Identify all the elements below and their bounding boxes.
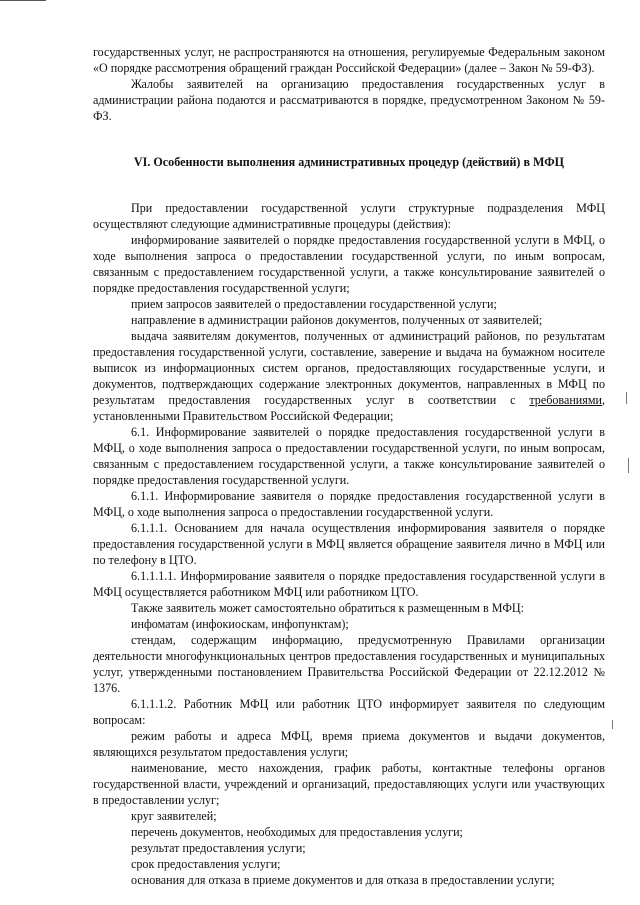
list-item	[93, 328, 605, 424]
list-item: основания для отказа в приеме документов и для отказа в предоставлении услуги;	[131, 873, 555, 887]
paragraph-intro: При предоставлении государственной услуги структурные подразделения МФЦ осуществляют следующие административные процедуры (действия):	[93, 201, 605, 231]
list-item: режим работы и адреса МФЦ, время приема документов и выдачи документов, являющихся результатом предоставления услуги;	[93, 729, 605, 759]
clause: 6.1.1.1. Основанием для начала осуществления информирования заявителя о порядке предоставления государственной услуги в МФЦ является обращение заявителя лично в МФЦ или по телефону в ЦТО.	[93, 521, 605, 567]
list-item: результат предоставления услуги;	[131, 841, 306, 855]
list-item: инфоматам (инфокиоскам, инфопунктам);	[131, 617, 349, 631]
clause: 6.1. Информирование заявителей о порядке предоставления государственной услуги в МФЦ, о ходе выполнения запроса о предоставлении государственной услуги, по иным вопросам, связанным с предоставлением государственной услуги, а также консультирование заявителей о порядке предоставления государственной услуги.	[93, 425, 605, 487]
requirements-link[interactable]: требованиями	[529, 393, 602, 407]
list-item: наименование, место нахождения, график работы, контактные телефоны органов государственной власти, учреждений и организаций, предоставляющих услуги или участвующих в предоставлении услуг;	[93, 761, 605, 807]
section-heading: VI. Особенности выполнения административных процедур (действий) в МФЦ	[133, 155, 565, 169]
list-item: стендам, содержащим информацию, предусмотренную Правилами организации деятельности многофункциональных центров предоставления государственных и муниципальных услуг, утвержденными постановлением Правительства Российской Федерации от 22.12.2012 № 1376.	[93, 633, 605, 695]
scan-artifact	[628, 458, 629, 473]
list-item: срок предоставления услуги;	[131, 857, 281, 871]
list-item: перечень документов, необходимых для предоставления услуги;	[131, 825, 463, 839]
clause: 6.1.1.1.2. Работник МФЦ или работник ЦТО информирует заявителя по следующим вопросам:	[93, 697, 605, 727]
clause: 6.1.1. Информирование заявителя о порядке предоставления государственной услуги в МФЦ, о ходе выполнения запроса о предоставлении государственной услуги.	[93, 489, 605, 519]
paragraph: Также заявитель может самостоятельно обратиться к размещенным в МФЦ:	[131, 601, 524, 615]
list-item: направление в администрации районов документов, полученных от заявителей;	[131, 313, 543, 327]
paragraph: государственных услуг, не распространяются на отношения, регулируемые Федеральным законом «О порядке рассмотрения обращений граждан Российской Федерации» (далее – Закон № 59-ФЗ).	[93, 45, 605, 75]
list-item: информирование заявителей о порядке предоставления государственной услуги в МФЦ, о ходе выполнения запроса о предоставлении государственной услуги, по иным вопросам, связанным с предоставлением государственной услуги, а также консультирование заявителей о порядке предоставления государственной услуги;	[93, 233, 605, 295]
document-page	[93, 44, 605, 888]
scan-artifact	[626, 392, 627, 404]
text-fragment: выдача заявителям документов, полученных от администраций районов, по результатам предоставления государственной услуги, составление, заверение и выдача на бумажном носителе выписок из информационных систем органов, предоставляющих государственные услуги, и документов, подтверждающих содержание электронных документов, направленных в МФЦ по результатам предоставления государственных услуг в соответствии с	[93, 329, 605, 407]
clause: 6.1.1.1.1. Информирование заявителя о порядке предоставления государственной услуги в МФЦ осуществляется работником МФЦ или работником ЦТО.	[93, 569, 605, 599]
list-item: круг заявителей;	[131, 809, 217, 823]
list-item: прием запросов заявителей о предоставлении государственной услуги;	[131, 297, 497, 311]
scan-artifact	[612, 720, 613, 729]
text-fragment: , установленными Правительством Российской Федерации;	[93, 393, 605, 423]
scan-corner-mark	[0, 0, 46, 6]
paragraph: Жалобы заявителей на организацию предоставления государственных услуг в администрации района подаются и рассматриваются в порядке, предусмотренном Законом № 59-ФЗ.	[93, 77, 605, 123]
